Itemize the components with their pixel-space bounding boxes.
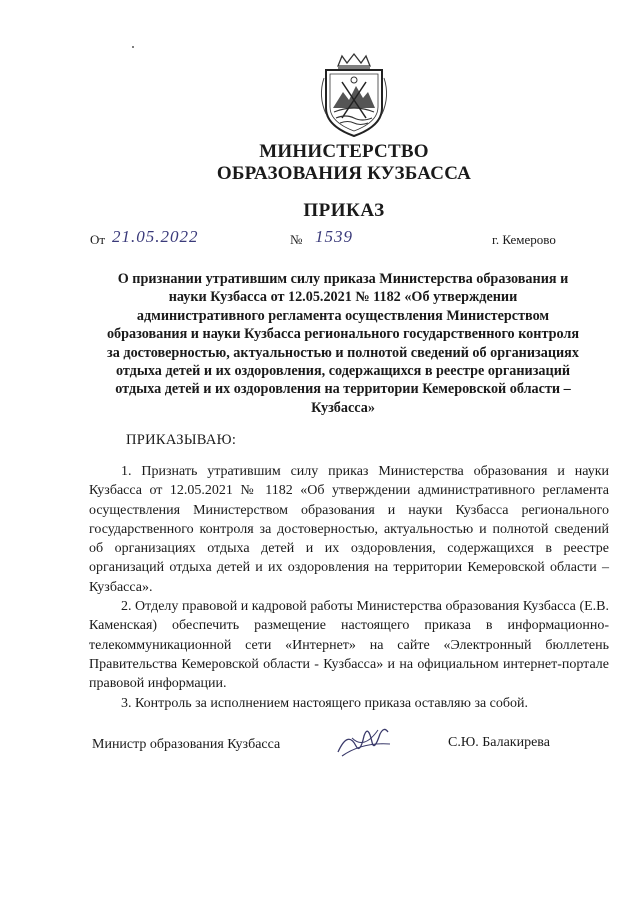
order-item-1: 1. Признать утратившим силу приказ Министерства образования и науки Кузбасса от 12.05.2021 № 1182 «Об утверждении административного регламента осуществления Министерством образования и науки Кузбасса регионального государственного контроля за достоверностью, актуальностью и полнотой сведений об организациях отдыха детей и их оздоровления, содержащихся в реестре организаций отдыха детей и их оздоровления на территории Кемеровской области – Кузбасса». (89, 464, 609, 595)
document-type-title: ПРИКАЗ (303, 200, 385, 221)
order-item-3: 3. Контроль за исполнением настоящего приказа оставляю за собой. (121, 695, 529, 711)
signatory-name: С.Ю. Балакирева (448, 735, 550, 750)
number-prefix: № (290, 232, 303, 247)
ministry-name-line2: ОБРАЗОВАНИЯ КУЗБАССА (216, 163, 472, 184)
signatory-title: Министр образования Кузбасса (92, 737, 281, 752)
order-items (89, 462, 609, 713)
order-verb: ПРИКАЗЫВАЮ: (126, 432, 237, 448)
kuzbass-coat-of-arms-icon (316, 52, 392, 138)
order-item-2: 2. Отделу правовой и кадровой работы Министерства образования Кузбасса (Е.В. Каменская) обеспечить размещение настоящего приказа в информационно-телекоммуникационной сети «Интернет» на сайте «Электронный бюллетень Правительства Кемеровской области - Кузбасса» и на официальном интернет-портале правовой информации. (89, 599, 609, 692)
document-number: 1539 (315, 227, 353, 246)
scan-speck (132, 46, 134, 48)
ministry-name-line1: МИНИСТЕРСТВО (259, 141, 429, 162)
document-city: г. Кемерово (492, 232, 556, 247)
handwritten-signature-icon (334, 722, 394, 762)
document-subject: О признании утратившим силу приказа Министерства образования и науки Кузбасса от 12.05.2021 № 1182 «Об утверждении административного регламента осуществления Министерством образования и науки Кузбасса регионального государственного контроля за достоверностью, актуальностью и полнотой сведений об организациях отдыха детей и их оздоровления, содержащихся в реестре организаций отдыха детей и их оздоровления на территории Кемеровской области – Кузбасса» (106, 271, 580, 416)
document-meta (0, 228, 640, 252)
document-date: 21.05.2022 (112, 227, 199, 246)
date-prefix: От (90, 232, 106, 247)
